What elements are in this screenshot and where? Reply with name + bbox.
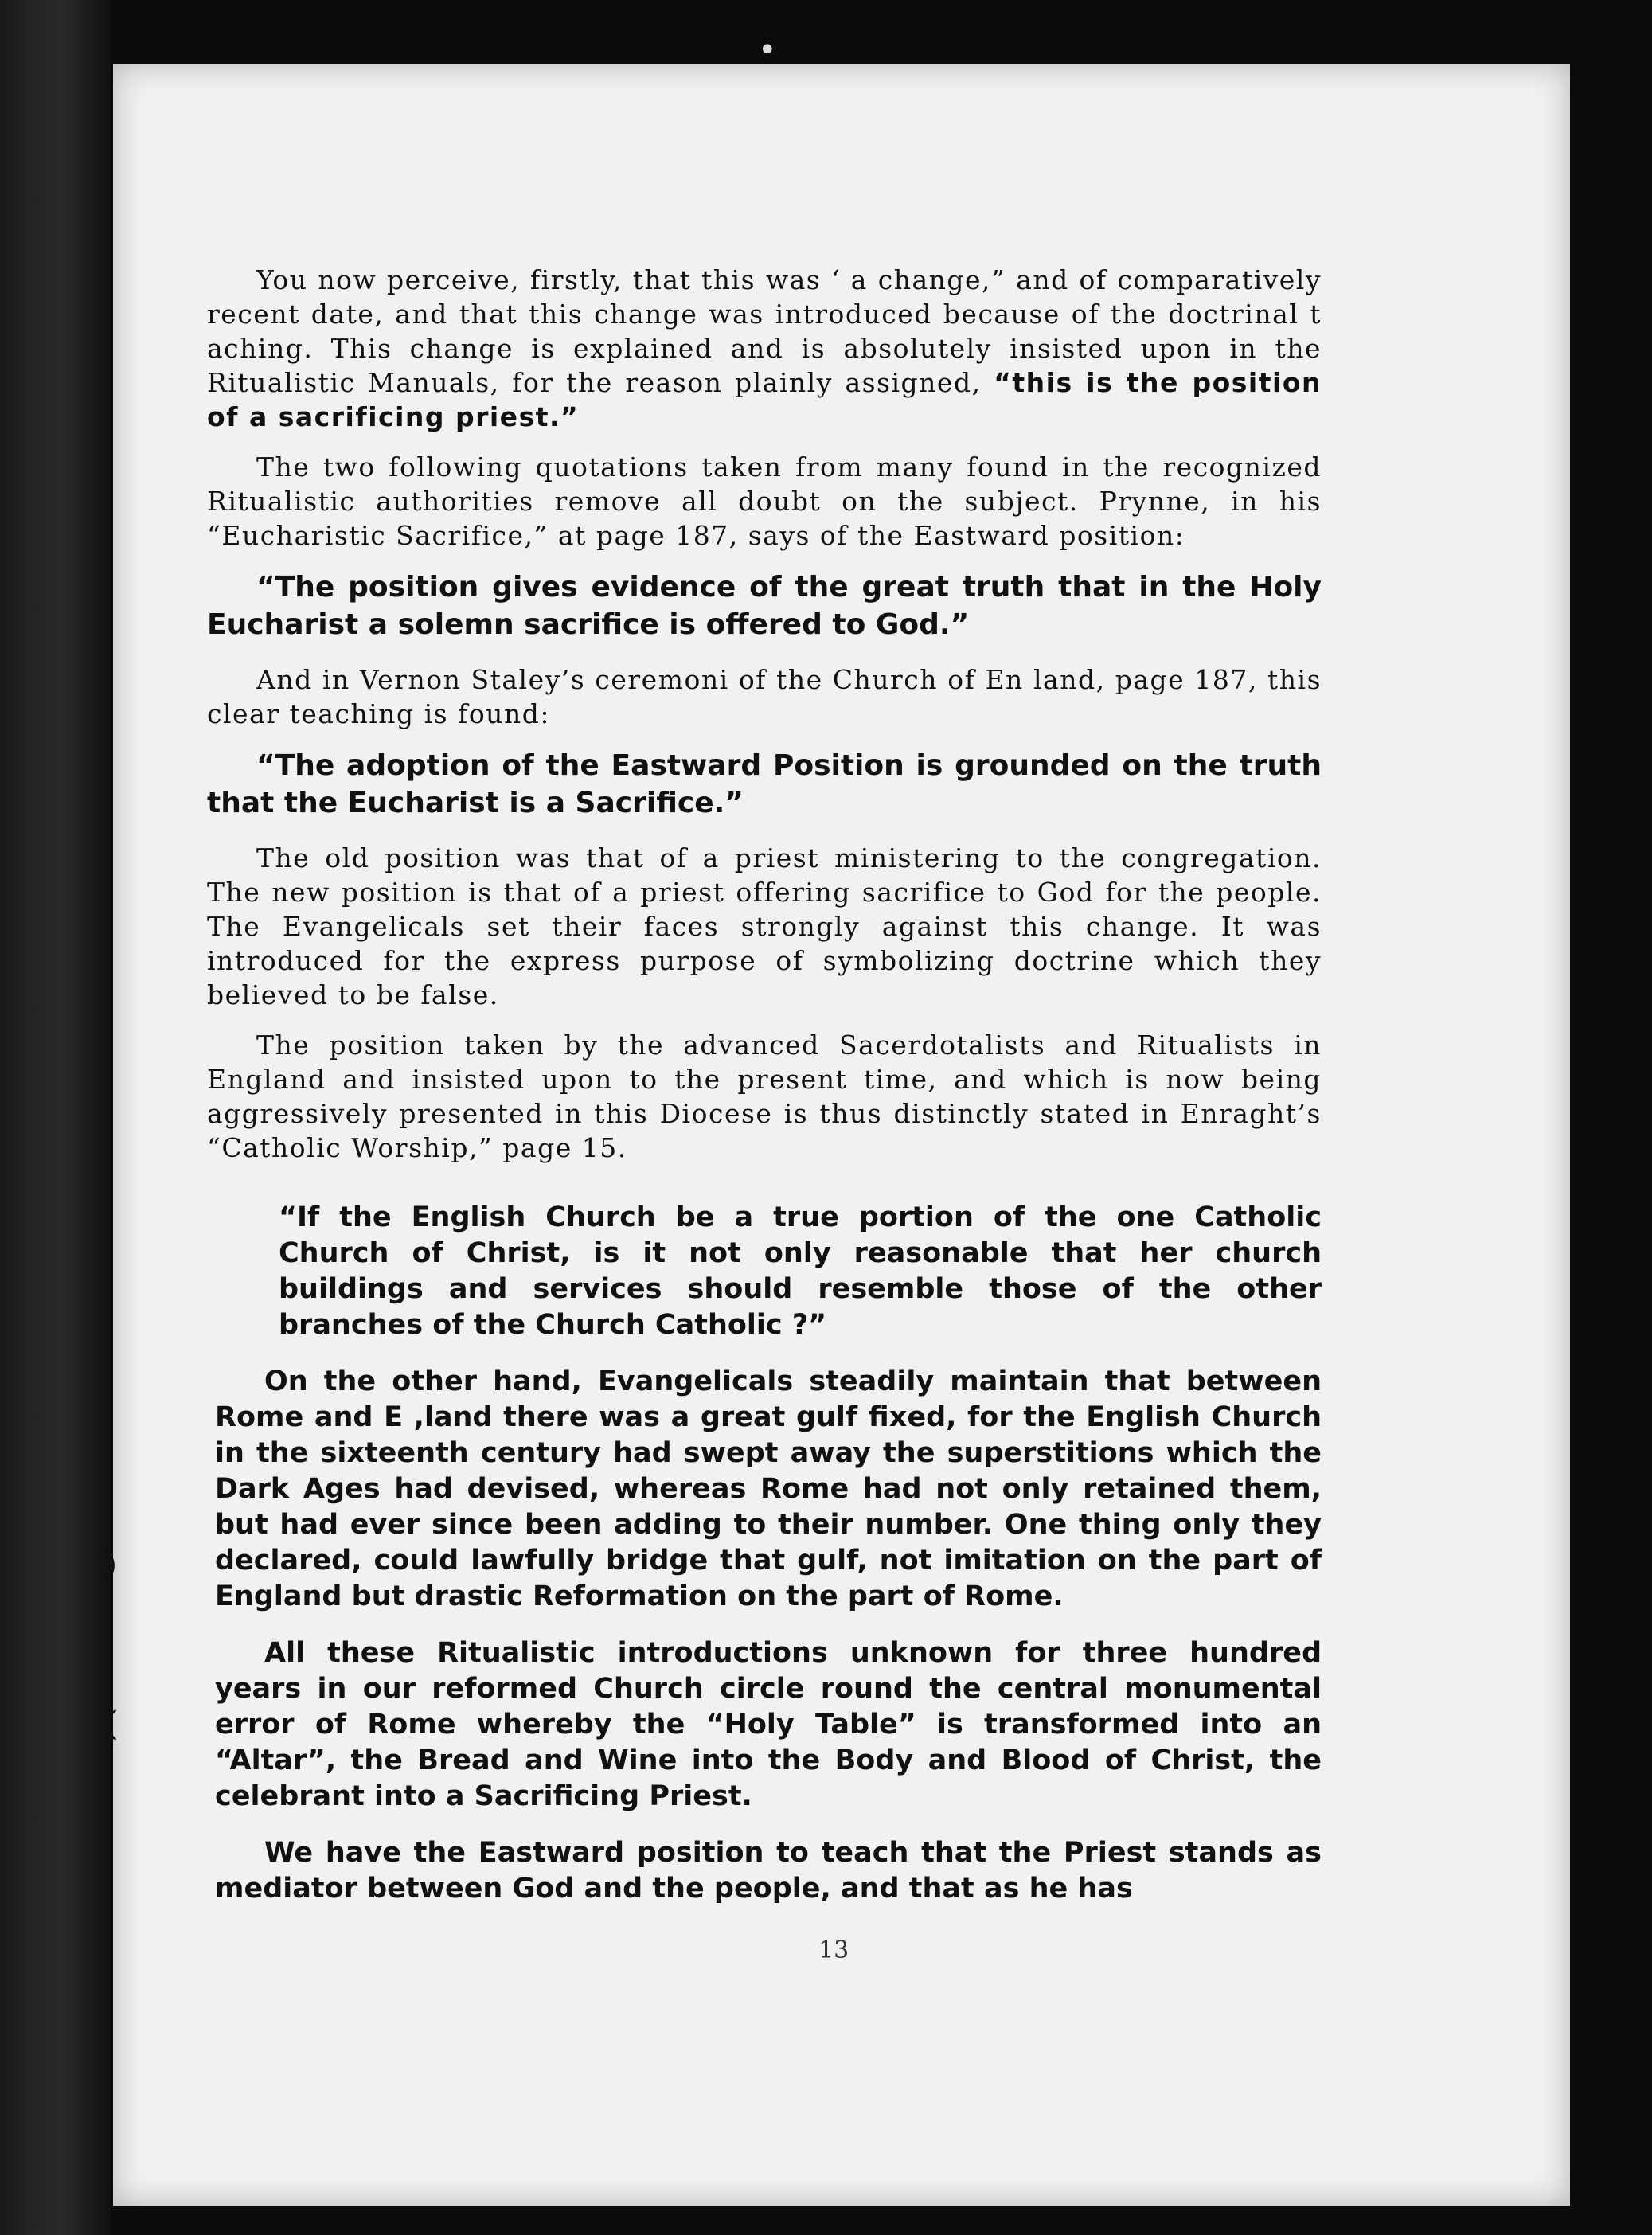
page-number: 13	[818, 1936, 849, 1964]
quotation: “The position gives evidence of the great truth that in the Holy Eucharist a solemn sacrifice is offered to God.”	[207, 571, 1322, 641]
margin-mark: )	[102, 1545, 118, 1584]
paragraph: The old position was that of a priest ministering to the congregation. The new position is that of a priest offering sacrifice to God for the people. The Evangelicals set their faces strongly against this change. It was introduced for the express purpose of symbolizing doctrine which they believed to be false.	[207, 842, 1322, 1010]
scan-left-border	[0, 0, 111, 2235]
quotation: “The adoption of the Eastward Position is grounded on the truth that the Eucharist is a Sacrifice.”	[207, 749, 1322, 819]
block-quotation: “If the English Church be a true portion of the one Catholic Church of Christ, is it not only reasonable that her church buildings and services should resemble those of the other branches of the Church Catholic ?”	[279, 1202, 1322, 1341]
scan-speck: •	[758, 32, 777, 68]
paragraph: The position taken by the advanced Sacerdotalists and Ritualists in England and insisted upon to the present time, and which is now being aggressively presented in this Diocese is thus distinctly stated in Enraght’s “Catholic Worship,” page 15.	[207, 1030, 1322, 1163]
emphasis-text: “this is the position of a sacrificing priest.”	[207, 367, 1322, 432]
document-body	[207, 263, 1322, 1928]
paragraph: And in Vernon Staley’s ceremoni of the Church of En land, page 187, this clear teaching is found:	[207, 664, 1322, 729]
paragraph: The two following quotations taken from many found in the recognized Ritualistic authorities remove all doubt on the subject. Prynne, in his “Eucharistic Sacrifice,” at page 187, says of the Eastward position:	[207, 451, 1322, 551]
paragraph-text: You now perceive, firstly, that this was ‘ a change,” and of comparatively recent date, and that this change was introduced because of the doctrinal t aching. This change is explained and is absolutely insisted upon in the Ritualistic Manuals, for the reason plainly assigned,	[207, 264, 1322, 398]
paragraph: On the other hand, Evangelicals steadily maintain that between Rome and E ,land there was a great gulf fixed, for the English Church in the sixteenth century had swept away the superstitions which the Dark Ages had devised, whereas Rome had not only retained them, but had ever since been adding to their number. One thing only they declared, could lawfully bridge that gulf, not imitation on the part of England but drastic Reformation on the part of Rome.	[215, 1366, 1322, 1612]
paragraph: We have the Eastward position to teach that the Priest stands as mediator between God and the people, and that as he has	[215, 1837, 1322, 1905]
paragraph	[207, 263, 1322, 434]
margin-mark: (	[102, 1704, 118, 1743]
paragraph: All these Ritualistic introductions unknown for three hundred years in our reformed Church circle round the central monumental error of Rome whereby the “Holy Table” is transformed into an “Altar”, the Bread and Wine into the Body and Blood of Christ, the celebrant into a Sacrificing Priest.	[215, 1637, 1322, 1812]
